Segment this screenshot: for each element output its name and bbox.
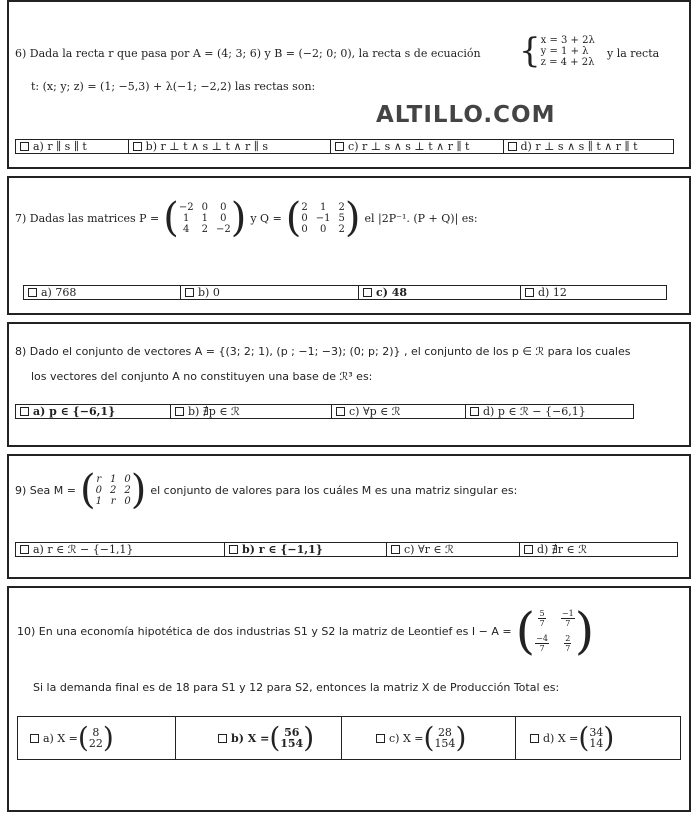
q-cell: 2	[338, 223, 345, 235]
q7-mid: y Q =	[250, 211, 282, 225]
q9-option-d[interactable]: d) ∄r ∈ ℛ	[520, 543, 677, 556]
checkbox-icon[interactable]	[336, 407, 345, 416]
q-cell: 5	[338, 212, 345, 224]
fraction	[561, 609, 575, 628]
paren-right-icon: )	[130, 467, 147, 513]
p-cell: 1	[201, 212, 208, 224]
vec-cell: 34	[589, 726, 604, 739]
question-6	[7, 0, 691, 169]
p-cell: 0	[201, 201, 208, 213]
vec-cell: 28	[437, 726, 452, 739]
q6-option-c[interactable]: c) r ⊥ s ∧ s ⊥ t ∧ r ∥ t	[331, 140, 503, 153]
q8-line1: 8) Dado el conjunto de vectores A = {(3; 2; 1), (p ; −1; −3); (0; p; 2)} , el conjunto de los p ∈ ℛ para los cuales	[15, 345, 631, 358]
m-cell: 2	[109, 484, 117, 496]
q6-option-d[interactable]: d) r ⊥ s ∧ s ∥ t ∧ r ∥ t	[504, 140, 673, 153]
q6-brace: {	[519, 31, 541, 71]
checkbox-icon[interactable]	[20, 142, 29, 151]
checkbox-icon[interactable]	[185, 288, 194, 297]
checkbox-icon[interactable]	[376, 734, 385, 743]
q6-line1	[15, 46, 481, 61]
checkbox-icon[interactable]	[20, 407, 29, 416]
p-cell: 0	[220, 212, 227, 224]
checkbox-icon[interactable]	[530, 734, 539, 743]
q10-option-b[interactable]: b) X = ( 56 154 )	[176, 717, 342, 759]
paren-left-icon: (	[285, 195, 302, 241]
checkbox-icon[interactable]	[525, 288, 534, 297]
q8-option-d[interactable]: d) p ∈ ℛ − {−6,1}	[466, 405, 633, 418]
checkbox-icon[interactable]	[229, 545, 238, 554]
question-8	[7, 322, 691, 447]
q7-option-d[interactable]: d) 12	[521, 286, 666, 299]
vec-cell: 8	[92, 726, 100, 739]
checkbox-icon[interactable]	[28, 288, 37, 297]
m-cell: 0	[95, 484, 102, 496]
q9-option-b[interactable]: b) r ∈ {−1,1}	[225, 543, 387, 556]
q6-sys-x: x = 3 + 2λ	[540, 34, 595, 46]
q8-options	[15, 404, 634, 419]
paren-left-icon: (	[77, 721, 89, 754]
vector-cells	[434, 727, 455, 749]
matrix-p-cells	[179, 202, 231, 235]
matrix-q-cells	[301, 202, 345, 235]
vector-cells	[589, 727, 603, 749]
checkbox-icon[interactable]	[335, 142, 344, 151]
vector-cells	[280, 727, 303, 749]
q6-sys-z: z = 4 + 2λ	[540, 56, 595, 68]
denominator: 7	[539, 619, 545, 628]
q10-option-a[interactable]: a) X = ( 8 22 )	[18, 717, 176, 759]
q10-pre: 10) En una economía hipotética de dos industrias S1 y S2 la matriz de Leontief es I − A =	[17, 624, 512, 638]
q9-option-a[interactable]: a) r ∈ ℛ − {−1,1}	[16, 543, 225, 556]
q9-options	[15, 542, 678, 557]
q6-text-b: y la recta	[607, 47, 660, 60]
p-cell: 1	[183, 212, 190, 224]
matrix-m-cells	[96, 474, 131, 507]
matrix-q	[285, 195, 361, 241]
paren-right-icon: )	[455, 721, 467, 754]
q7-options	[23, 285, 667, 300]
p-cell: −2	[215, 223, 231, 235]
q7-pre: 7) Dadas las matrices P =	[15, 211, 160, 225]
paren-left-icon: (	[79, 467, 96, 513]
q9-option-c[interactable]: c) ∀r ∈ ℛ	[387, 543, 520, 556]
vector-cells	[89, 727, 103, 749]
vec-cell: 22	[88, 737, 103, 750]
numerator: 2	[565, 634, 571, 643]
q7-option-c[interactable]: c) 48	[359, 286, 521, 299]
q6-system	[519, 31, 595, 71]
m-cell: r	[96, 473, 102, 485]
p-cell: 0	[220, 201, 227, 213]
p-cell: −2	[178, 201, 194, 213]
leontief-matrix	[515, 602, 595, 660]
q9-statement	[15, 467, 518, 513]
q7-option-b[interactable]: b) 0	[181, 286, 359, 299]
paren-left-icon: (	[163, 195, 179, 241]
checkbox-icon[interactable]	[30, 734, 39, 743]
m-cell: r	[110, 495, 116, 507]
q6-option-b[interactable]: b) r ⊥ t ∧ s ⊥ t ∧ r ∥ s	[129, 140, 331, 153]
watermark: ALTILLO.COM	[376, 102, 556, 128]
q10-options	[17, 716, 681, 760]
vec-cell: 154	[280, 737, 304, 750]
q-cell: 1	[319, 201, 327, 213]
vec-cell: 56	[284, 726, 300, 739]
vec-cell: 14	[589, 737, 604, 750]
denominator: 7	[565, 644, 571, 653]
paren-right-icon: )	[344, 195, 361, 241]
q-cell: 2	[301, 201, 308, 213]
vec-cell: 154	[434, 737, 456, 750]
m-cell: 2	[124, 484, 131, 496]
leontief-cells	[535, 609, 575, 653]
q8-option-b[interactable]: b) ∄p ∈ ℛ	[171, 405, 332, 418]
q10-option-d[interactable]: d) X = ( 34 14 )	[516, 717, 680, 759]
q-cell: 2	[338, 201, 345, 213]
paren-left-icon: (	[515, 602, 536, 660]
paren-right-icon: )	[102, 721, 114, 754]
paren-left-icon: (	[269, 721, 281, 754]
checkbox-icon[interactable]	[133, 142, 142, 151]
checkbox-icon[interactable]	[20, 545, 29, 554]
q9-pre: 9) Sea M =	[15, 483, 76, 497]
q7-statement	[15, 195, 478, 241]
m-cell: 1	[95, 495, 102, 507]
q8-option-c[interactable]: c) ∀p ∈ ℛ	[332, 405, 466, 418]
q6-sys-y: y = 1 + λ	[540, 45, 589, 57]
checkbox-icon[interactable]	[470, 407, 479, 416]
m-cell: 1	[109, 473, 117, 485]
numerator: −1	[561, 609, 574, 618]
q7-option-a[interactable]: a) 768	[24, 286, 181, 299]
numerator: −4	[536, 634, 548, 643]
denominator: 7	[539, 644, 545, 653]
q8-line2: los vectores del conjunto A no constituyen una base de ℛ³ es:	[31, 370, 373, 383]
denominator: 7	[565, 619, 571, 628]
q10-statement	[17, 602, 595, 660]
q-cell: 0	[319, 223, 327, 235]
checkbox-icon[interactable]	[175, 407, 184, 416]
m-cell: 0	[124, 495, 131, 507]
q6-options	[15, 139, 674, 154]
p-cell: 4	[183, 223, 190, 235]
q-cell: 0	[301, 223, 308, 235]
paren-right-icon: )	[303, 721, 315, 754]
q-cell: 0	[301, 212, 308, 224]
fraction	[535, 609, 549, 628]
matrix-p	[163, 195, 247, 241]
paren-right-icon: )	[603, 721, 615, 754]
checkbox-icon[interactable]	[363, 288, 372, 297]
q10-line2: Si la demanda final es de 18 para S1 y 12 para S2, entonces la matriz X de Producción Total es:	[33, 681, 560, 694]
q10-option-c[interactable]: c) X = ( 28 154 )	[342, 717, 516, 759]
q-cell: −1	[315, 212, 331, 224]
q8-option-a[interactable]: a) p ∈ {−6,1}	[16, 405, 171, 418]
q6-line2: t: (x; y; z) = (1; −5,3) + λ(−1; −2,2) las rectas son:	[31, 80, 316, 93]
p-cell: 2	[201, 223, 208, 235]
question-9	[7, 454, 691, 579]
m-cell: 0	[124, 473, 131, 485]
question-7	[7, 176, 691, 315]
numerator: 5	[539, 609, 545, 618]
paren-right-icon: )	[230, 195, 247, 241]
checkbox-icon[interactable]	[391, 545, 400, 554]
fraction	[561, 634, 575, 653]
q9-post: el conjunto de valores para los cuáles M es una matriz singular es:	[150, 483, 518, 497]
checkbox-icon[interactable]	[218, 734, 227, 743]
paren-right-icon: )	[574, 602, 595, 660]
q6-option-a[interactable]: a) r ∥ s ∥ t	[16, 140, 129, 153]
q6-text-a: 6) Dada la recta r que pasa por A = (4; 3; 6) y B = (−2; 0; 0), la recta s de ecuación	[15, 47, 481, 60]
paren-left-icon: (	[578, 721, 590, 754]
checkbox-icon[interactable]	[508, 142, 517, 151]
question-10	[7, 586, 691, 812]
fraction	[535, 634, 549, 653]
paren-left-icon: (	[423, 721, 435, 754]
checkbox-icon[interactable]	[524, 545, 533, 554]
q7-post: el |2P⁻¹. (P + Q)| es:	[364, 211, 478, 225]
matrix-m	[79, 467, 147, 513]
exam-page	[7, 0, 693, 812]
